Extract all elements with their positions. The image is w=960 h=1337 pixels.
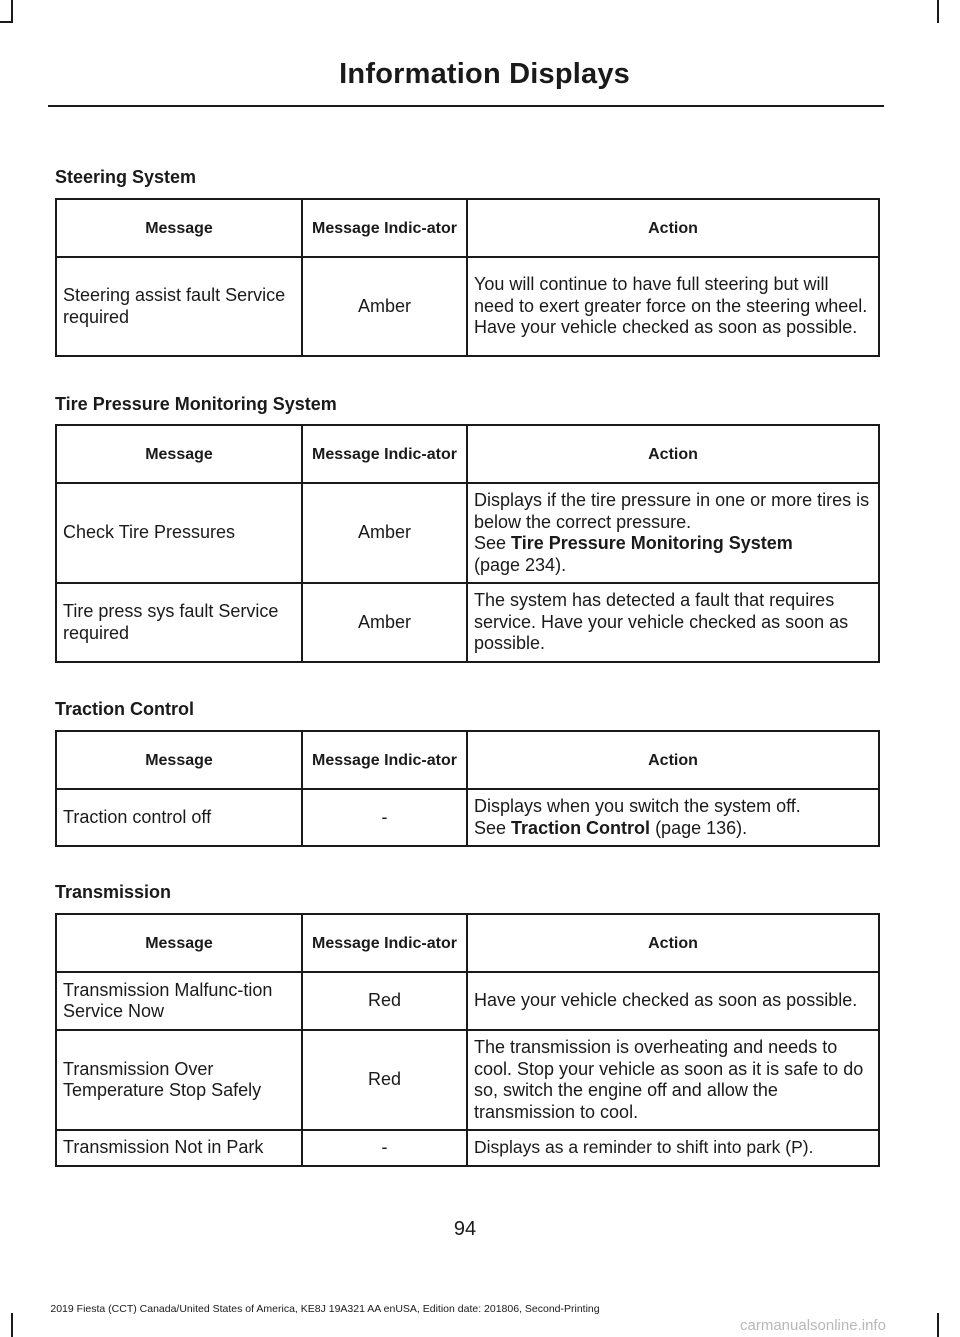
edition-footer: 2019 Fiesta (CCT) Canada/United States of America, KE8J 19A321 AA enUSA, Edition date: 201806, Second-Printing <box>50 1303 600 1315</box>
action-cell: You will continue to have full steering but will need to exert greater force on the steering wheel. Have your vehicle checked as soon as possible. <box>467 257 879 356</box>
tire-pressure-table <box>55 424 880 663</box>
see-prefix: See <box>474 817 507 838</box>
crop-mark-top-left-h <box>0 21 13 23</box>
table-row <box>56 257 879 356</box>
column-header-indicator: Message Indic-ator <box>302 199 467 257</box>
column-header-action: Action <box>467 731 879 789</box>
section-transmission <box>55 881 878 1158</box>
cross-reference-page: (page 136). <box>655 817 748 838</box>
cross-reference-page: (page 234). <box>474 554 567 575</box>
message-cell: Steering assist fault Service required <box>56 257 302 356</box>
traction-control-table <box>55 730 880 847</box>
action-cell: The transmission is overheating and needs to cool. Stop your vehicle as soon as it is safe to do so, switch the engine off and allow the transmission to cool. <box>467 1030 879 1130</box>
crop-mark-top-right <box>937 0 939 23</box>
message-cell: Traction control off <box>56 789 302 846</box>
table-row <box>56 1130 879 1166</box>
crop-mark-bottom-right <box>937 1313 939 1337</box>
indicator-cell: Red <box>302 1030 467 1130</box>
indicator-cell: Amber <box>302 257 467 356</box>
column-header-action: Action <box>467 425 879 483</box>
section-tire-pressure-monitoring <box>55 393 878 654</box>
header-rule <box>48 105 884 107</box>
crop-mark-top-left <box>11 0 13 23</box>
page-title: Information Displays <box>339 58 630 90</box>
column-header-message: Message <box>56 914 302 972</box>
indicator-cell: - <box>302 1130 467 1166</box>
table-row <box>56 583 879 662</box>
table-header-row <box>56 731 879 789</box>
message-cell: Transmission Malfunc-tion Service Now <box>56 972 302 1030</box>
message-cell: Transmission Over Temperature Stop Safely <box>56 1030 302 1130</box>
cross-reference-link[interactable]: Tire Pressure Monitoring System <box>511 533 793 553</box>
section-title: Steering System <box>55 167 197 187</box>
action-cell: The system has detected a fault that requires service. Have your vehicle checked as soon as possible. <box>467 583 879 662</box>
page-number: 94 <box>453 1218 477 1240</box>
action-cell <box>467 789 879 846</box>
action-cell: Have your vehicle checked as soon as possible. <box>467 972 879 1030</box>
column-header-indicator: Message Indic-ator <box>302 425 467 483</box>
section-title: Transmission <box>55 882 172 902</box>
section-title: Traction Control <box>55 699 194 719</box>
table-row <box>56 972 879 1030</box>
action-cell: Displays as a reminder to shift into park (P). <box>467 1130 879 1166</box>
message-cell: Transmission Not in Park <box>56 1130 302 1166</box>
section-traction-control <box>55 698 878 838</box>
table-row <box>56 1030 879 1130</box>
column-header-indicator: Message Indic-ator <box>302 731 467 789</box>
table-header-row <box>56 199 879 257</box>
table-header-row <box>56 914 879 972</box>
column-header-message: Message <box>56 425 302 483</box>
cross-reference-link[interactable]: Traction Control <box>511 817 651 838</box>
indicator-cell: Amber <box>302 483 467 583</box>
column-header-message: Message <box>56 199 302 257</box>
message-cell: Tire press sys fault Service required <box>56 583 302 662</box>
action-text: Displays when you switch the system off. <box>474 796 801 816</box>
action-text: Displays if the tire pressure in one or more tires is below the correct pressure. <box>474 490 870 532</box>
transmission-table <box>55 913 880 1167</box>
table-row <box>56 789 879 846</box>
indicator-cell: - <box>302 789 467 846</box>
message-cell: Check Tire Pressures <box>56 483 302 583</box>
action-cell <box>467 483 879 583</box>
indicator-cell: Red <box>302 972 467 1030</box>
column-header-indicator: Message Indic-ator <box>302 914 467 972</box>
indicator-cell: Amber <box>302 583 467 662</box>
column-header-message: Message <box>56 731 302 789</box>
table-header-row <box>56 425 879 483</box>
section-title: Tire Pressure Monitoring System <box>55 394 337 414</box>
see-prefix: See <box>474 533 507 553</box>
steering-system-table <box>55 198 880 357</box>
watermark: carmanualsonline.info <box>740 1317 886 1334</box>
crop-mark-bottom-left <box>11 1313 13 1337</box>
table-row <box>56 483 879 583</box>
column-header-action: Action <box>467 914 879 972</box>
column-header-action: Action <box>467 199 879 257</box>
section-steering-system <box>55 166 878 338</box>
